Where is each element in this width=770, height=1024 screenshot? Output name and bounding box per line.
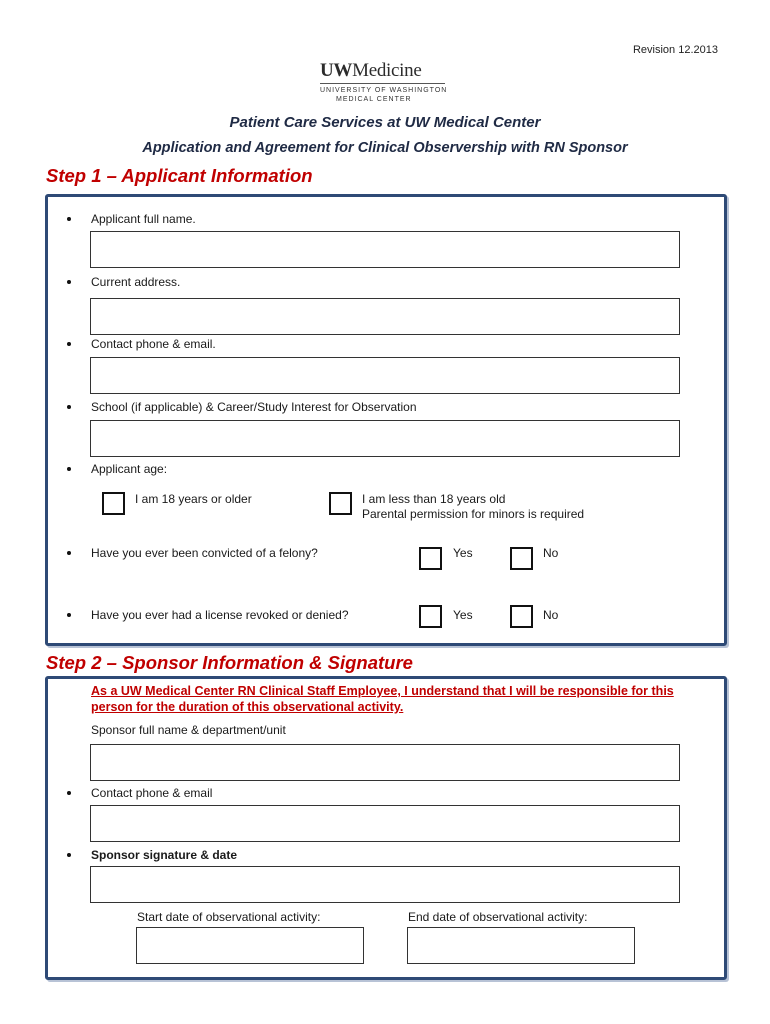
sponsor-contact-label: Contact phone & email [91,786,213,800]
logo-uw: UW [320,60,353,81]
bullet [67,613,71,617]
license-question: Have you ever had a license revoked or denied? [91,608,349,622]
age-minor-checkbox[interactable] [329,492,352,515]
start-date-field[interactable] [136,927,364,964]
uw-medicine-logo [320,60,450,104]
felony-no-checkbox[interactable] [510,547,533,570]
license-no-label: No [543,608,559,622]
bullet [67,791,71,795]
bullet [67,551,71,555]
age-label: Applicant age: [91,462,168,476]
contact-field[interactable] [90,357,680,394]
age-minor-note: Parental permission for minors is required [362,507,585,521]
sponsor-name-label: Sponsor full name & department/unit [91,723,286,737]
address-label: Current address. [91,275,181,289]
license-yes-label: Yes [453,608,473,622]
sponsor-signature-label: Sponsor signature & date [91,848,238,862]
document-title: Patient Care Services at UW Medical Center [229,114,541,131]
logo-rule [320,83,445,84]
step1-heading: Step 1 – Applicant Information [46,165,313,186]
address-field[interactable] [90,298,680,335]
full-name-field[interactable] [90,231,680,268]
revision-text: Revision 12.2013 [632,44,718,56]
bullet [67,405,71,409]
sponsor-signature-field[interactable] [90,866,680,903]
sponsor-pledge: As a UW Medical Center RN Clinical Staff Employee, I understand that I will be responsible for this person for the duration of this observational activity. [91,684,674,714]
felony-no-label: No [543,546,559,560]
bullet [67,280,71,284]
sponsor-contact-field[interactable] [90,805,680,842]
school-field[interactable] [90,420,680,457]
step2-heading: Step 2 – Sponsor Information & Signature [46,652,413,673]
logo-medicine: Medicine [352,60,422,81]
age-minor-label: I am less than 18 years old [362,492,506,506]
document-subtitle: Application and Agreement for Clinical Observership with RN Sponsor [142,140,628,156]
sponsor-name-field[interactable] [90,744,680,781]
end-date-field[interactable] [407,927,635,964]
bullet [67,342,71,346]
felony-yes-checkbox[interactable] [419,547,442,570]
age-adult-checkbox[interactable] [102,492,125,515]
felony-question: Have you ever been convicted of a felony? [91,546,318,560]
logo-line2: MEDICAL CENTER [336,96,412,103]
license-yes-checkbox[interactable] [419,605,442,628]
felony-yes-label: Yes [453,546,473,560]
bullet [67,853,71,857]
full-name-label: Applicant full name. [91,212,196,226]
logo-wordmark [320,60,450,82]
bullet [67,467,71,471]
start-date-label: Start date of observational activity: [137,910,321,924]
age-adult-label: I am 18 years or older [135,492,252,506]
license-no-checkbox[interactable] [510,605,533,628]
school-label: School (if applicable) & Career/Study Interest for Observation [91,400,417,414]
end-date-label: End date of observational activity: [408,910,588,924]
logo-line1: UNIVERSITY OF WASHINGTON [320,87,448,94]
contact-label: Contact phone & email. [91,337,216,351]
bullet [67,217,71,221]
